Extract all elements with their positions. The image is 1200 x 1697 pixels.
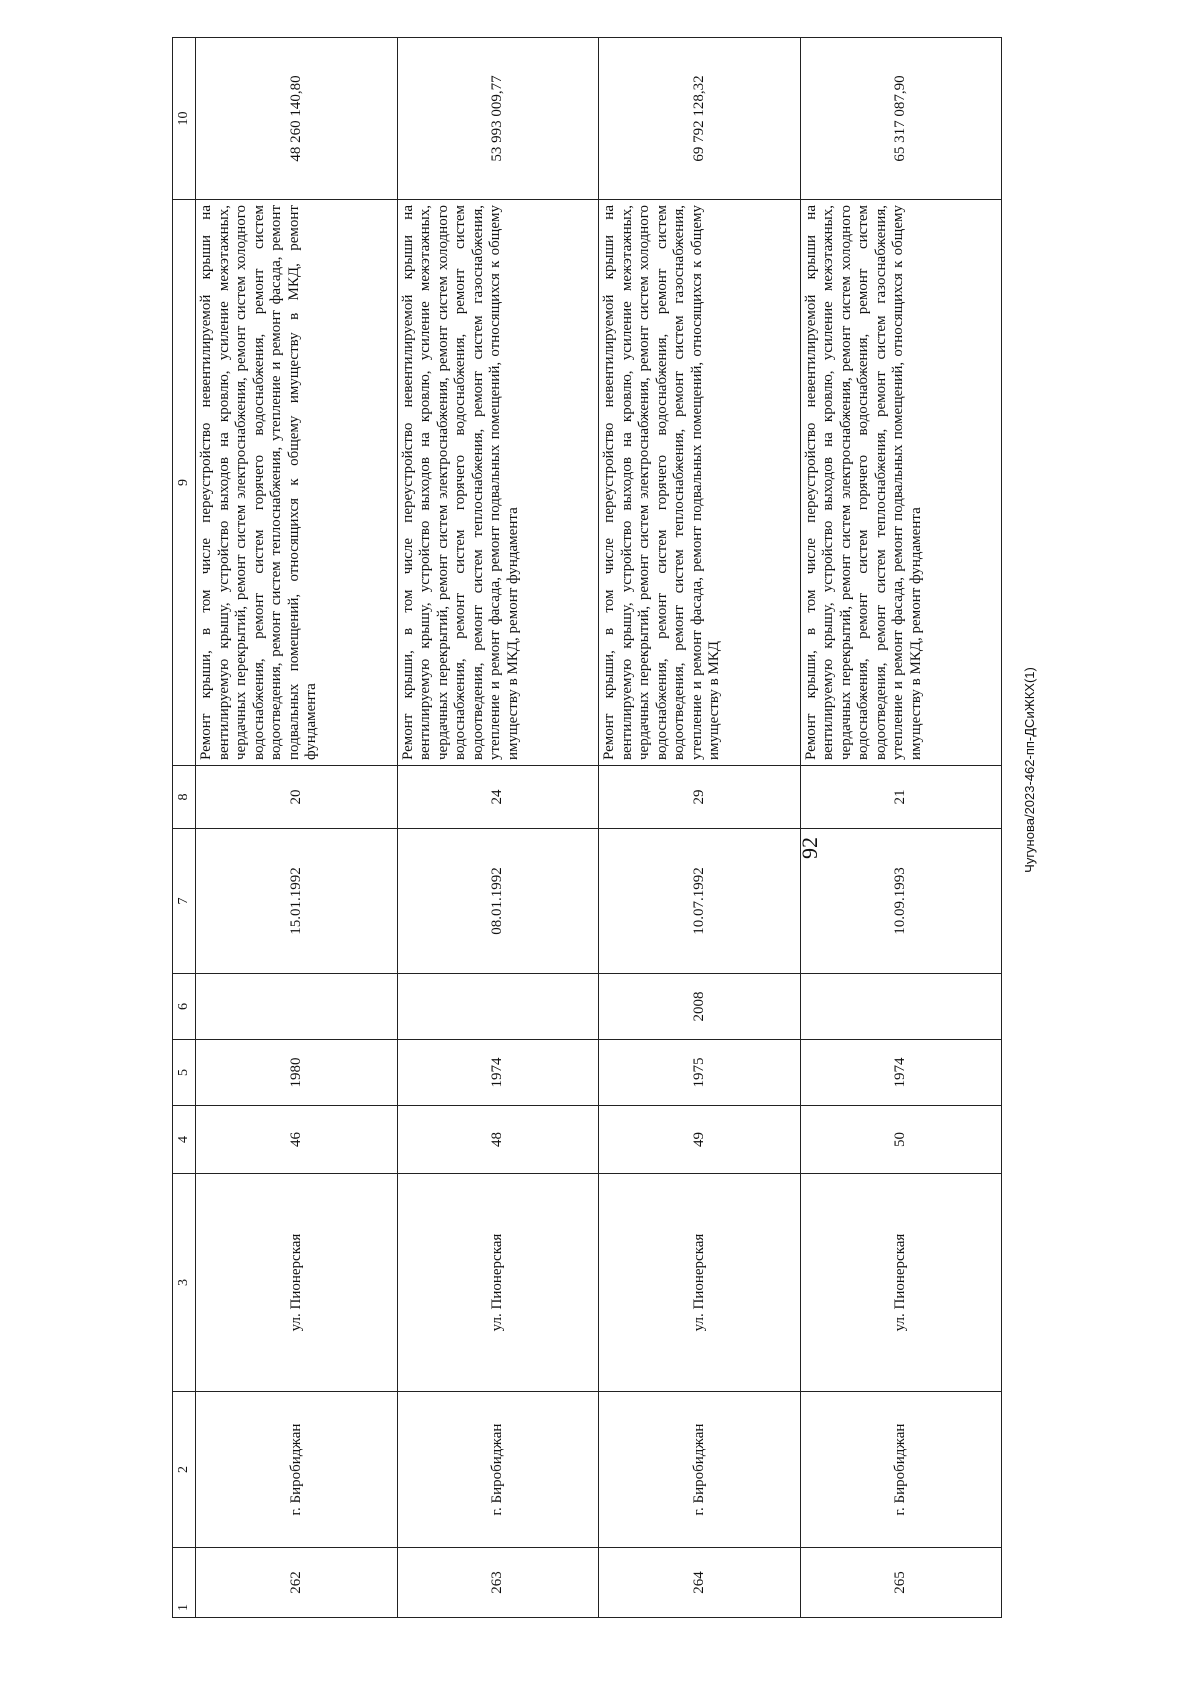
year-overhaul-cell [196, 974, 398, 1040]
house-cell: 46 [196, 1106, 398, 1174]
column-header: 9 [173, 200, 196, 766]
house-cell: 50 [800, 1106, 1002, 1174]
page-number: 92 [797, 837, 822, 859]
cost-cell: 48 260 140,80 [196, 38, 398, 200]
table-row [800, 38, 1002, 1618]
street-cell: ул. Пионерская [599, 1174, 801, 1392]
year-built-cell: 1974 [800, 1040, 1002, 1106]
column-header: 2 [173, 1392, 196, 1548]
column-header: 1 [173, 1548, 196, 1618]
works-cell: Ремонт крыши, в том числе переустройство невентилируемой крыши на вентилируемую крышу, устройство выходов на кровлю, усиление межэтажных, чердачных перекрытий, ремонт систем электроснабжения, ремонт систем холодного водоснабжения, ремонт систем горячего водоснабжения, ремонт систем водоотведения, ремонт систем теплоснабжения, ремонт систем газоснабжения, утепление и ремонт фасада, ремонт подвальных помещений, относящихся к общему имуществу в МКД, ремонт фундамента [800, 200, 1002, 766]
date-cell: 10.07.1992 [599, 829, 801, 974]
column-header: 6 [173, 974, 196, 1040]
city-cell: г. Биробиджан [397, 1392, 599, 1548]
column-header: 10 [173, 38, 196, 200]
city-cell: г. Биробиджан [800, 1392, 1002, 1548]
row-number: 264 [599, 1548, 801, 1618]
works-cell: Ремонт крыши, в том числе переустройство невентилируемой крыши на вентилируемую крышу, устройство выходов на кровлю, усиление межэтажных, чердачных перекрытий, ремонт систем электроснабжения, ремонт систем холодного водоснабжения, ремонт систем горячего водоснабжения, ремонт систем водоотведения, ремонт систем теплоснабжения, ремонт систем газоснабжения, утепление и ремонт фасада, ремонт подвальных помещений, относящихся к общему имуществу в МКД [599, 200, 801, 766]
count-cell: 29 [599, 766, 801, 829]
row-number: 265 [800, 1548, 1002, 1618]
column-header: 4 [173, 1106, 196, 1174]
year-overhaul-cell [397, 974, 599, 1040]
house-cell: 49 [599, 1106, 801, 1174]
year-built-cell: 1974 [397, 1040, 599, 1106]
count-cell: 24 [397, 766, 599, 829]
table-row [196, 38, 398, 1618]
street-cell: ул. Пионерская [196, 1174, 398, 1392]
year-built-cell: 1980 [196, 1040, 398, 1106]
street-cell: ул. Пионерская [800, 1174, 1002, 1392]
column-header: 5 [173, 1040, 196, 1106]
column-header: 8 [173, 766, 196, 829]
row-number: 262 [196, 1548, 398, 1618]
works-cell: Ремонт крыши, в том числе переустройство невентилируемой крыши на вентилируемую крышу, устройство выходов на кровлю, усиление межэтажных, чердачных перекрытий, ремонт систем электроснабжения, ремонт систем холодного водоснабжения, ремонт систем горячего водоснабжения, ремонт систем водоотведения, ремонт систем теплоснабжения, ремонт систем газоснабжения, утепление и ремонт фасада, ремонт подвальных помещений, относящихся к общему имуществу в МКД, ремонт фундамента [397, 200, 599, 766]
document-code: Чугунова/2023-462-пп-ДСиЖКХ(1) [1022, 667, 1037, 873]
works-cell: Ремонт крыши, в том числе переустройство невентилируемой крыши на вентилируемую крышу, устройство выходов на кровлю, усиление межэтажных, чердачных перекрытий, ремонт систем электроснабжения, ремонт систем холодного водоснабжения, ремонт систем горячего водоснабжения, ремонт систем водоотведения, ремонт систем теплоснабжения, утепление и ремонт фасада, ремонт подвальных помещений, относящихся к общему имуществу в МКД, ремонт фундамента [196, 200, 398, 766]
count-cell: 21 [800, 766, 1002, 829]
count-cell: 20 [196, 766, 398, 829]
cost-cell: 65 317 087,90 [800, 38, 1002, 200]
cost-cell: 53 993 009,77 [397, 38, 599, 200]
table-row [599, 38, 801, 1618]
cost-cell: 69 792 128,32 [599, 38, 801, 200]
date-cell: 10.09.1993 [800, 829, 1002, 974]
column-header: 7 [173, 829, 196, 974]
street-cell: ул. Пионерская [397, 1174, 599, 1392]
column-header: 3 [173, 1174, 196, 1392]
city-cell: г. Биробиджан [599, 1392, 801, 1548]
row-number: 263 [397, 1548, 599, 1618]
year-overhaul-cell: 2008 [599, 974, 801, 1040]
date-cell: 15.01.1992 [196, 829, 398, 974]
house-cell: 48 [397, 1106, 599, 1174]
column-number-row [173, 38, 196, 1618]
table-container [172, 38, 1002, 1618]
date-cell: 08.01.1992 [397, 829, 599, 974]
year-built-cell: 1975 [599, 1040, 801, 1106]
works-table [172, 37, 1002, 1618]
table-row [397, 38, 599, 1618]
year-overhaul-cell [800, 974, 1002, 1040]
city-cell: г. Биробиджан [196, 1392, 398, 1548]
